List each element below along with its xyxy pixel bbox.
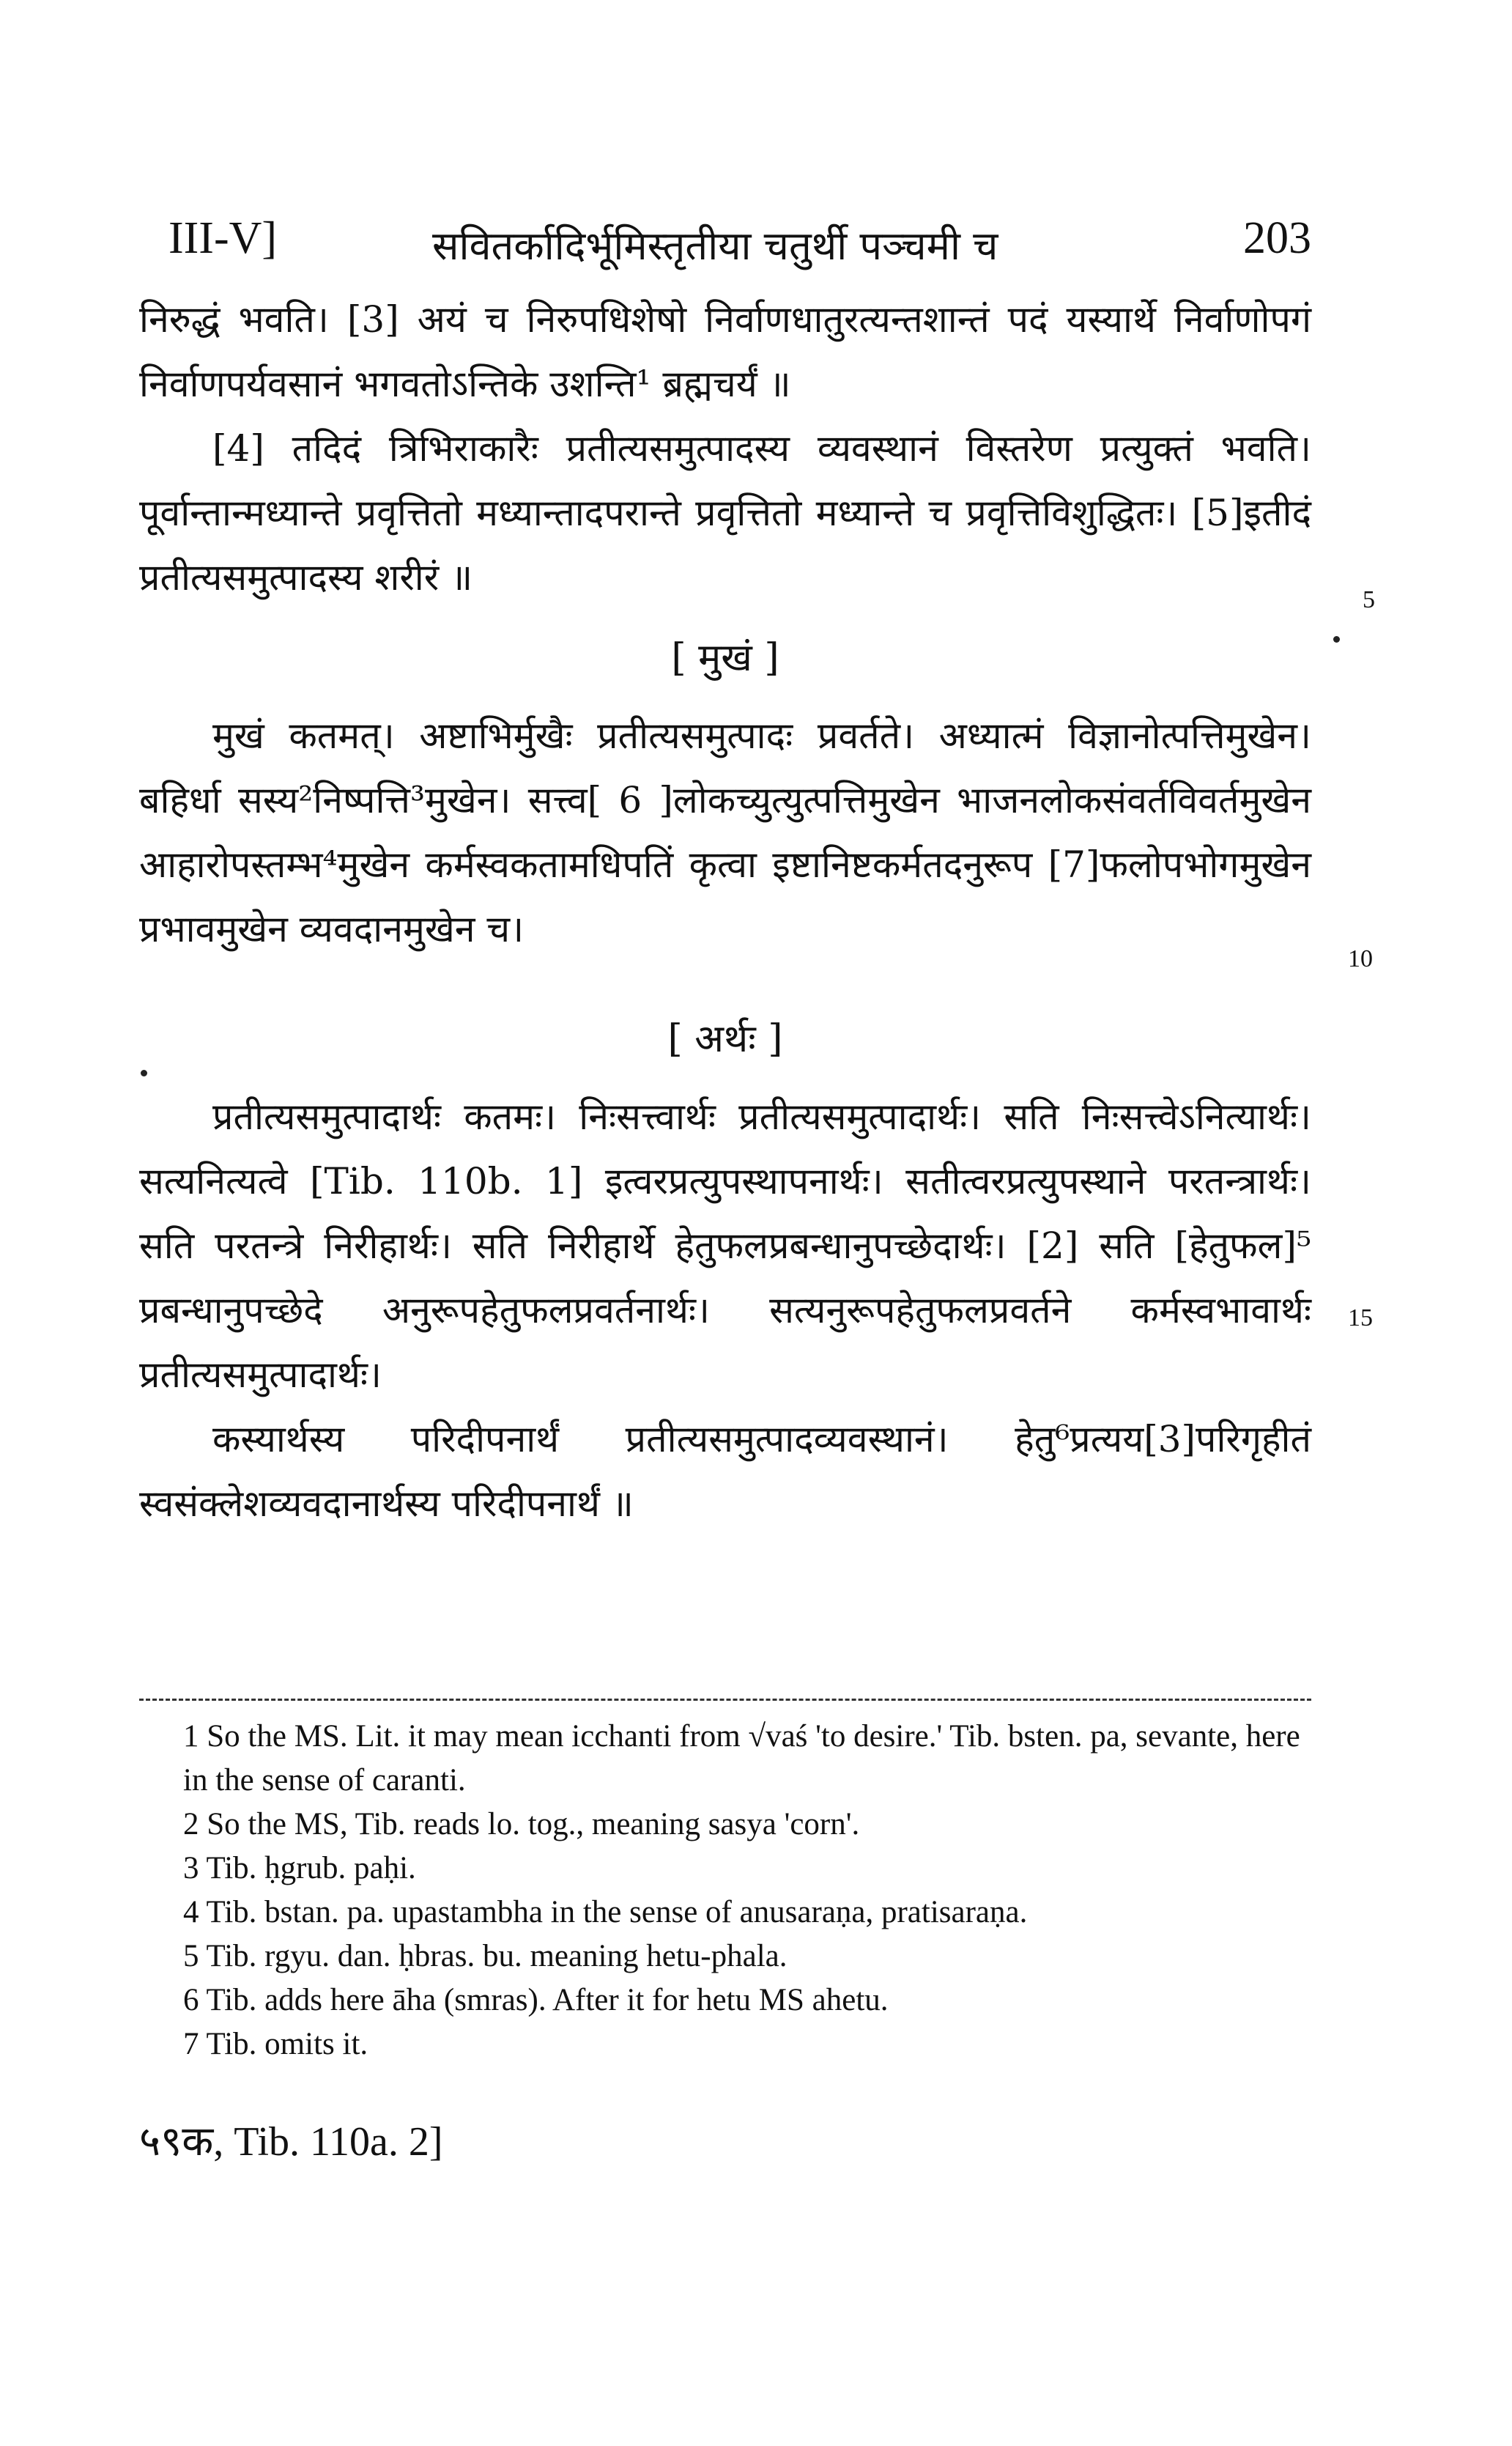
main-text xyxy=(139,287,1311,1536)
paragraph-4: प्रतीत्यसमुत्पादार्थः कतमः। निःसत्त्वार्थः प्रतीत्यसमुत्पादार्थः। सति निःसत्त्वेऽनित्यार्थः। सत्यनित्यत्वे [Tib. 110b. 1] इत्वरप्रत्युपस्थापनार्थः। सतीत्वरप्रत्युपस्थाने परतन्त्रार्थः। सति परतन्त्रे निरीहार्थः। सति निरीहार्थे हेतुफलप्रबन्धानुपच्छेदार्थः। [2] सति [हेतुफल]⁵ प्रबन्धानुपच्छेदे अनुरूपहेतुफलप्रवर्तनार्थः। सत्यनुरूपहेतुफलप्रवर्तने कर्मस्वभावार्थः प्रतीत्यसमुत्पादार्थः। xyxy=(139,1095,1311,1396)
footnote-6: 6 Tib. adds here āha (smras). After it for hetu MS ahetu. xyxy=(183,1983,889,2017)
footnotes xyxy=(139,1715,1311,2066)
manuscript-folio-reference: ५९क, Tib. 110a. 2] xyxy=(139,2119,443,2165)
footnote-7: 7 Tib. omits it. xyxy=(183,2027,368,2061)
line-number-10: 10 xyxy=(1348,945,1373,972)
footnote-3: 3 Tib. ḥgrub. paḥi. xyxy=(183,1851,416,1885)
ink-speck xyxy=(141,1070,147,1076)
line-number-5: 5 xyxy=(1363,586,1375,613)
paragraph-1: निरुद्धं भवति। [3] अयं च निरुपधिशेषो निर्वाणधातुरत्यन्तशान्तं पदं यस्यार्थे निर्वाणोपगं निर्वाणपर्यवसानं भगवतोऽन्तिके उशन्ति¹ ब्रह्मचर्यं ॥ xyxy=(139,298,1311,405)
line-number-15: 15 xyxy=(1348,1304,1373,1331)
footnote-2: 2 So the MS, Tib. reads lo. tog., meaning sasya 'corn'. xyxy=(183,1807,860,1841)
footnote-1: 1 So the MS. Lit. it may mean icchanti from √vaś 'to desire.' Tib. bsten. pa, sevante, here in the sense of caranti. xyxy=(183,1719,1300,1797)
ink-speck xyxy=(1333,636,1340,643)
section-marker: III-V] xyxy=(168,213,278,263)
paragraph-2: [4] तदिदं त्रिभिराकारैः प्रतीत्यसमुत्पादस्य व्यवस्थानं विस्तरेण प्रत्युक्तं भवति। पूर्वान्तान्मध्यान्ते प्रवृत्तितो मध्यान्तादपरान्ते प्रवृत्तितो मध्यान्ते च प्रवृत्तिविशुद्धितः। [5]इतीदं प्रतीत्यसमुत्पादस्य शरीरं ॥ xyxy=(139,427,1311,599)
paragraph-3: मुखं कतमत्। अष्टाभिर्मुखैः प्रतीत्यसमुत्पादः प्रवर्तते। अध्यात्मं विज्ञानोत्पत्तिमुखेन। बहिर्धा सस्य²निष्पत्ति³मुखेन। सत्त्व[ 6 ]लोकच्युत्युत्पत्तिमुखेन भाजनलोकसंवर्तविवर्तमुखेन आहारोपस्तम्भ⁴मुखेन कर्मस्वकतामधिपतिं कृत्वा इष्टानिष्टकर्मतदनुरूप [7]फलोपभोगमुखेन प्रभावमुखेन व्यवदानमुखेन च। xyxy=(139,714,1311,950)
running-title: सवितर्कादिर्भूमिस्तृतीया चतुर्थी पञ्चमी च xyxy=(432,223,998,269)
footnote-4: 4 Tib. bstan. pa. upastambha in the sense of anusaraṇa, pratisaraṇa. xyxy=(183,1895,1028,1929)
footnote-5: 5 Tib. rgyu. dan. ḥbras. bu. meaning hetu-phala. xyxy=(183,1939,788,1973)
running-header xyxy=(168,213,1311,278)
section-heading-mukha: [ मुखं ] xyxy=(671,636,779,680)
paragraph-5: कस्यार्थस्य परिदीपनार्थं प्रतीत्यसमुत्पादव्यवस्थानं। हेतु⁶प्रत्यय[3]परिगृहीतं स्वसंक्लेशव्यवदानार्थस्य परिदीपनार्थं ॥ xyxy=(139,1418,1311,1525)
section-heading-artha: [ अर्थः ] xyxy=(667,1017,783,1061)
footnote-rule xyxy=(139,1699,1311,1701)
page-number: 203 xyxy=(1243,213,1311,263)
